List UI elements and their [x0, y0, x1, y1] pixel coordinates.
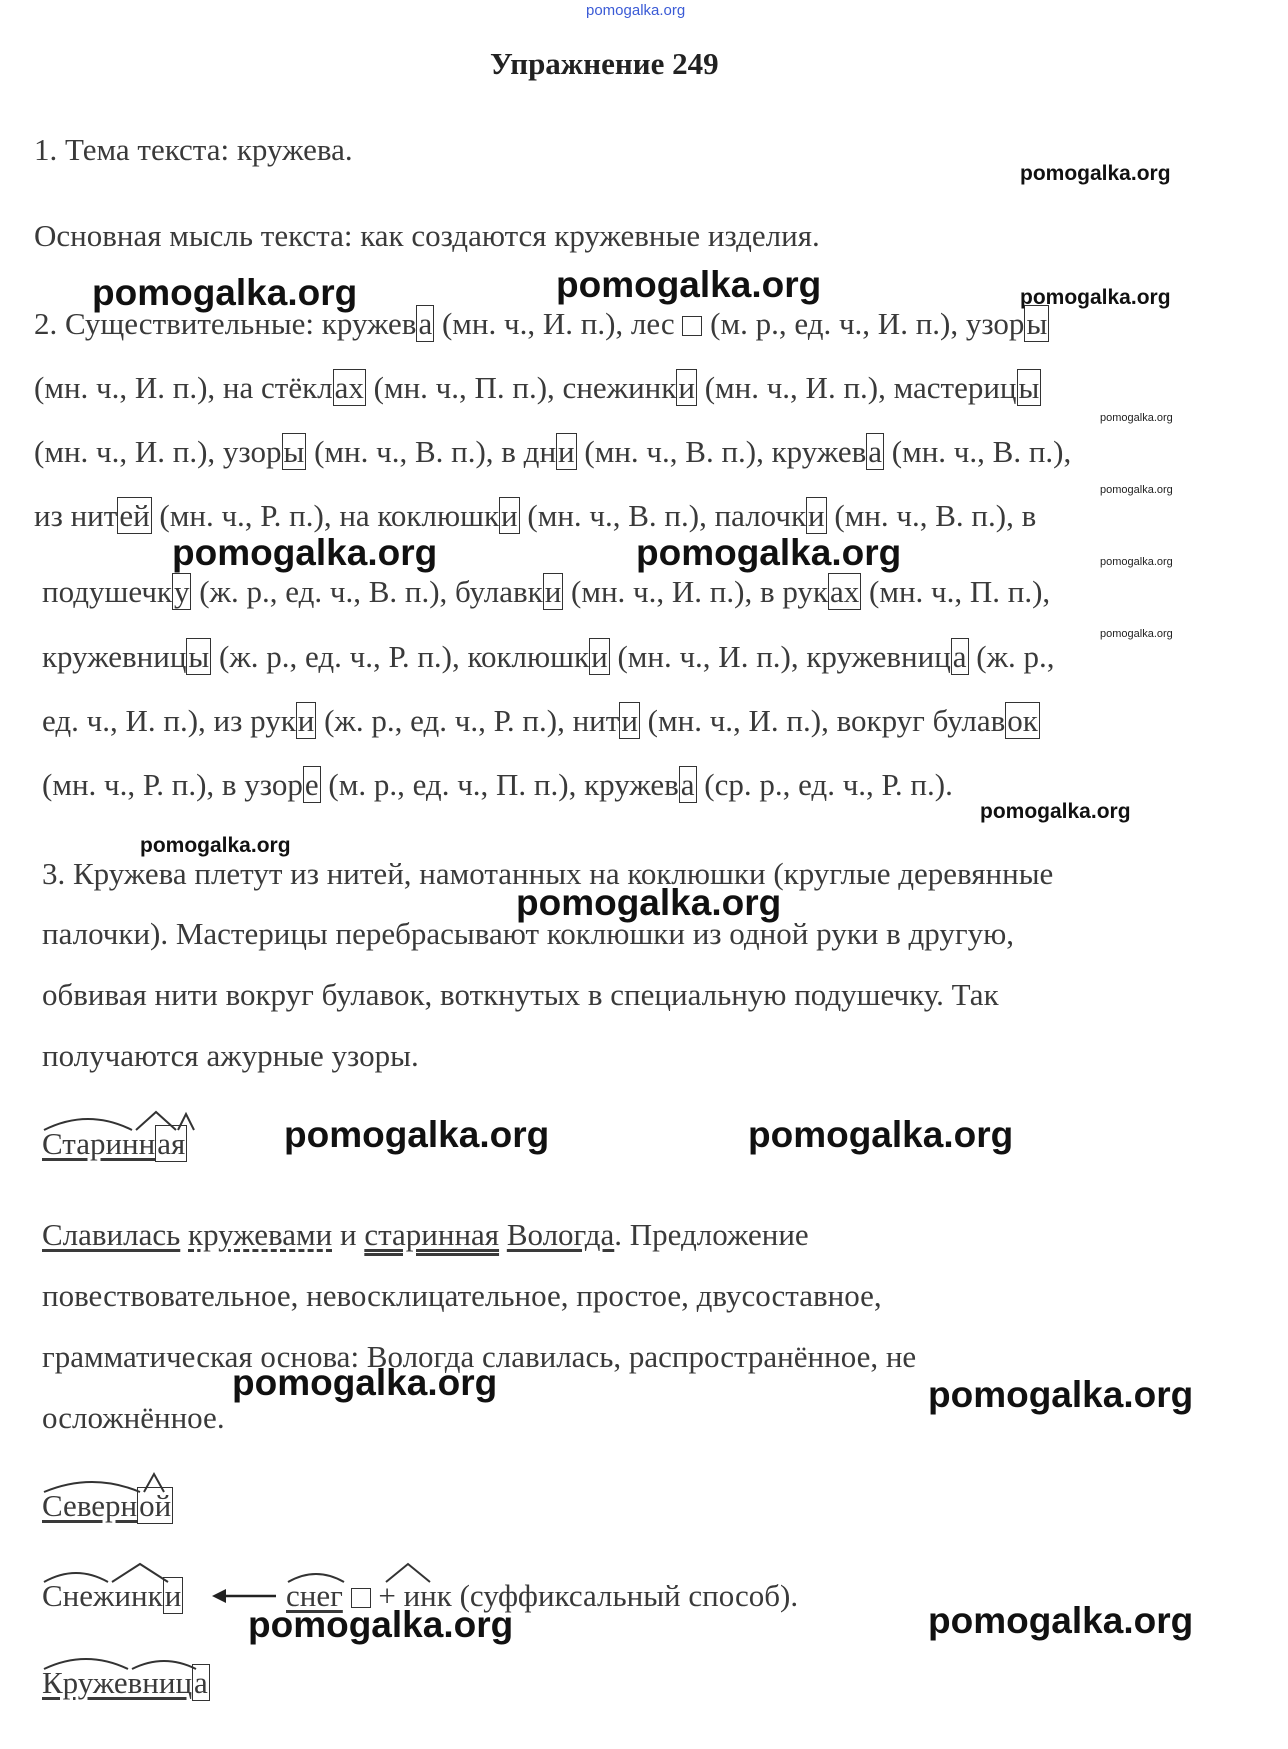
derivation-formula: снег + инк (суффиксальный способ).	[286, 1578, 799, 1613]
summary-line-3: обвивая нити вокруг булавок, воткнутых в специальную подушечку. Так	[42, 977, 999, 1012]
morpheme-word-starinnaya: Старинная	[42, 1126, 186, 1161]
watermark: pomogalka.org	[140, 834, 291, 857]
ending-box: а	[418, 306, 433, 341]
ending-box: ой	[139, 1488, 172, 1523]
ending-box: ах	[830, 574, 860, 609]
ending-box: и	[501, 498, 518, 533]
ending-box: у	[173, 574, 190, 609]
page-title: Упражнение 249	[490, 46, 719, 81]
summary-line-4: получаются ажурные узоры.	[42, 1038, 419, 1073]
sentence-line-3: грамматическая основа: Вологда славилась, распространённое, не	[42, 1339, 917, 1374]
watermark: pomogalka.org	[980, 800, 1131, 823]
ending-box: ы	[1018, 370, 1040, 405]
ending-box: а	[952, 639, 967, 674]
nouns-line-5: подушечку (ж. р., ед. ч., В. п.), булавки (мн. ч., И. п.), в руках (мн. ч., П. п.),	[42, 574, 1051, 609]
watermark: pomogalka.org	[232, 1362, 498, 1403]
watermark: pomogalka.org	[92, 272, 358, 313]
zero-ending-box	[682, 316, 702, 336]
root-suffix-arcs	[40, 1647, 240, 1673]
ending-box: ах	[334, 370, 364, 405]
ending-box: и	[558, 434, 575, 469]
ending-box: е	[304, 767, 319, 802]
ending-box: и	[544, 574, 562, 609]
watermark: pomogalka.org	[1100, 412, 1173, 424]
ending-box: ей	[119, 498, 150, 533]
morpheme-word-kruzhevnitsa: Кружевница	[42, 1665, 208, 1700]
sentence-line-4: осложнённое.	[42, 1400, 225, 1435]
nouns-line-3: (мн. ч., И. п.), узоры (мн. ч., В. п.), в дни (мн. ч., В. п.), кружева (мн. ч., В. п.),	[34, 434, 1072, 469]
morpheme-word-severnoy: Северной	[42, 1488, 172, 1523]
ending-box: ы	[283, 434, 305, 469]
text-theme: 1. Тема текста: кружева.	[34, 132, 353, 167]
nouns-line-4: из нитей (мн. ч., Р. п.), на коклюшки (мн. ч., В. п.), палочки (мн. ч., В. п.), в	[34, 498, 1037, 533]
ending-box: а	[868, 434, 883, 469]
watermark: pomogalka.org	[1020, 286, 1171, 309]
ending-box: и	[591, 639, 608, 674]
watermark: pomogalka.org	[556, 264, 822, 305]
root-suffix-arcs	[286, 1560, 436, 1586]
watermark: pomogalka.org	[516, 882, 782, 923]
root-suffix-arcs	[40, 1108, 220, 1134]
watermark: pomogalka.org	[284, 1114, 550, 1155]
ending-box: и	[297, 703, 315, 738]
watermark: pomogalka.org	[928, 1374, 1194, 1415]
watermark: pomogalka.org	[1100, 556, 1173, 568]
summary-line-2: палочки). Мастерицы перебрасывают коклюшки из одной руки в другую,	[42, 916, 1014, 951]
summary-line-1: 3. Кружева плетут из нитей, намотанных на коклюшки (круглые деревянные	[42, 856, 1054, 891]
sentence-line-2: повествовательное, невосклицательное, простое, двусоставное,	[42, 1278, 882, 1313]
watermark: pomogalka.org	[1020, 162, 1171, 185]
nouns-line-1: 2. Существительные: кружева (мн. ч., И. п.), лес (м. р., ед. ч., И. п.), узоры	[34, 306, 1048, 341]
root-suffix-arcs	[40, 1560, 240, 1586]
morpheme-word-snezhinki: Снежинки	[42, 1578, 182, 1613]
ending-box: ая	[157, 1126, 186, 1161]
nouns-line-2: (мн. ч., И. п.), на стёклах (мн. ч., П. п.), снежинки (мн. ч., И. п.), мастерицы	[34, 370, 1040, 405]
text-main-idea: Основная мысль текста: как создаются кружевные изделия.	[34, 218, 820, 253]
ending-box: ы	[1026, 306, 1048, 341]
ending-box: ы	[188, 639, 210, 674]
watermark: pomogalka.org	[248, 1604, 514, 1645]
ending-box: а	[680, 767, 695, 802]
ending-box: и	[808, 498, 825, 533]
root-suffix-arcs	[40, 1470, 210, 1496]
watermark: pomogalka.org	[172, 532, 438, 573]
watermark: pomogalka.org	[1100, 628, 1173, 640]
watermark: pomogalka.org	[636, 532, 902, 573]
ending-box: и	[621, 703, 638, 738]
ending-box: и	[164, 1578, 182, 1613]
watermark: pomogalka.org	[928, 1600, 1194, 1641]
ending-box: ок	[1007, 703, 1038, 738]
sentence-line-1: Славилась кружевами и старинная Вологда. Предложение	[42, 1217, 809, 1252]
nouns-line-7: ед. ч., И. п.), из руки (ж. р., ед. ч., Р. п.), нити (мн. ч., И. п.), вокруг булавок	[42, 703, 1038, 738]
watermark: pomogalka.org	[1100, 484, 1173, 496]
nouns-line-6: кружевницы (ж. р., ед. ч., Р. п.), коклюшки (мн. ч., И. п.), кружевница (ж. р.,	[42, 639, 1055, 674]
ending-box: и	[678, 370, 695, 405]
nouns-line-8: (мн. ч., Р. п.), в узоре (м. р., ед. ч., П. п.), кружева (ср. р., ед. ч., Р. п.).	[42, 767, 953, 802]
ending-box: а	[194, 1665, 208, 1700]
watermark: pomogalka.org	[748, 1114, 1014, 1155]
top-site-link[interactable]: pomogalka.org	[586, 2, 686, 19]
